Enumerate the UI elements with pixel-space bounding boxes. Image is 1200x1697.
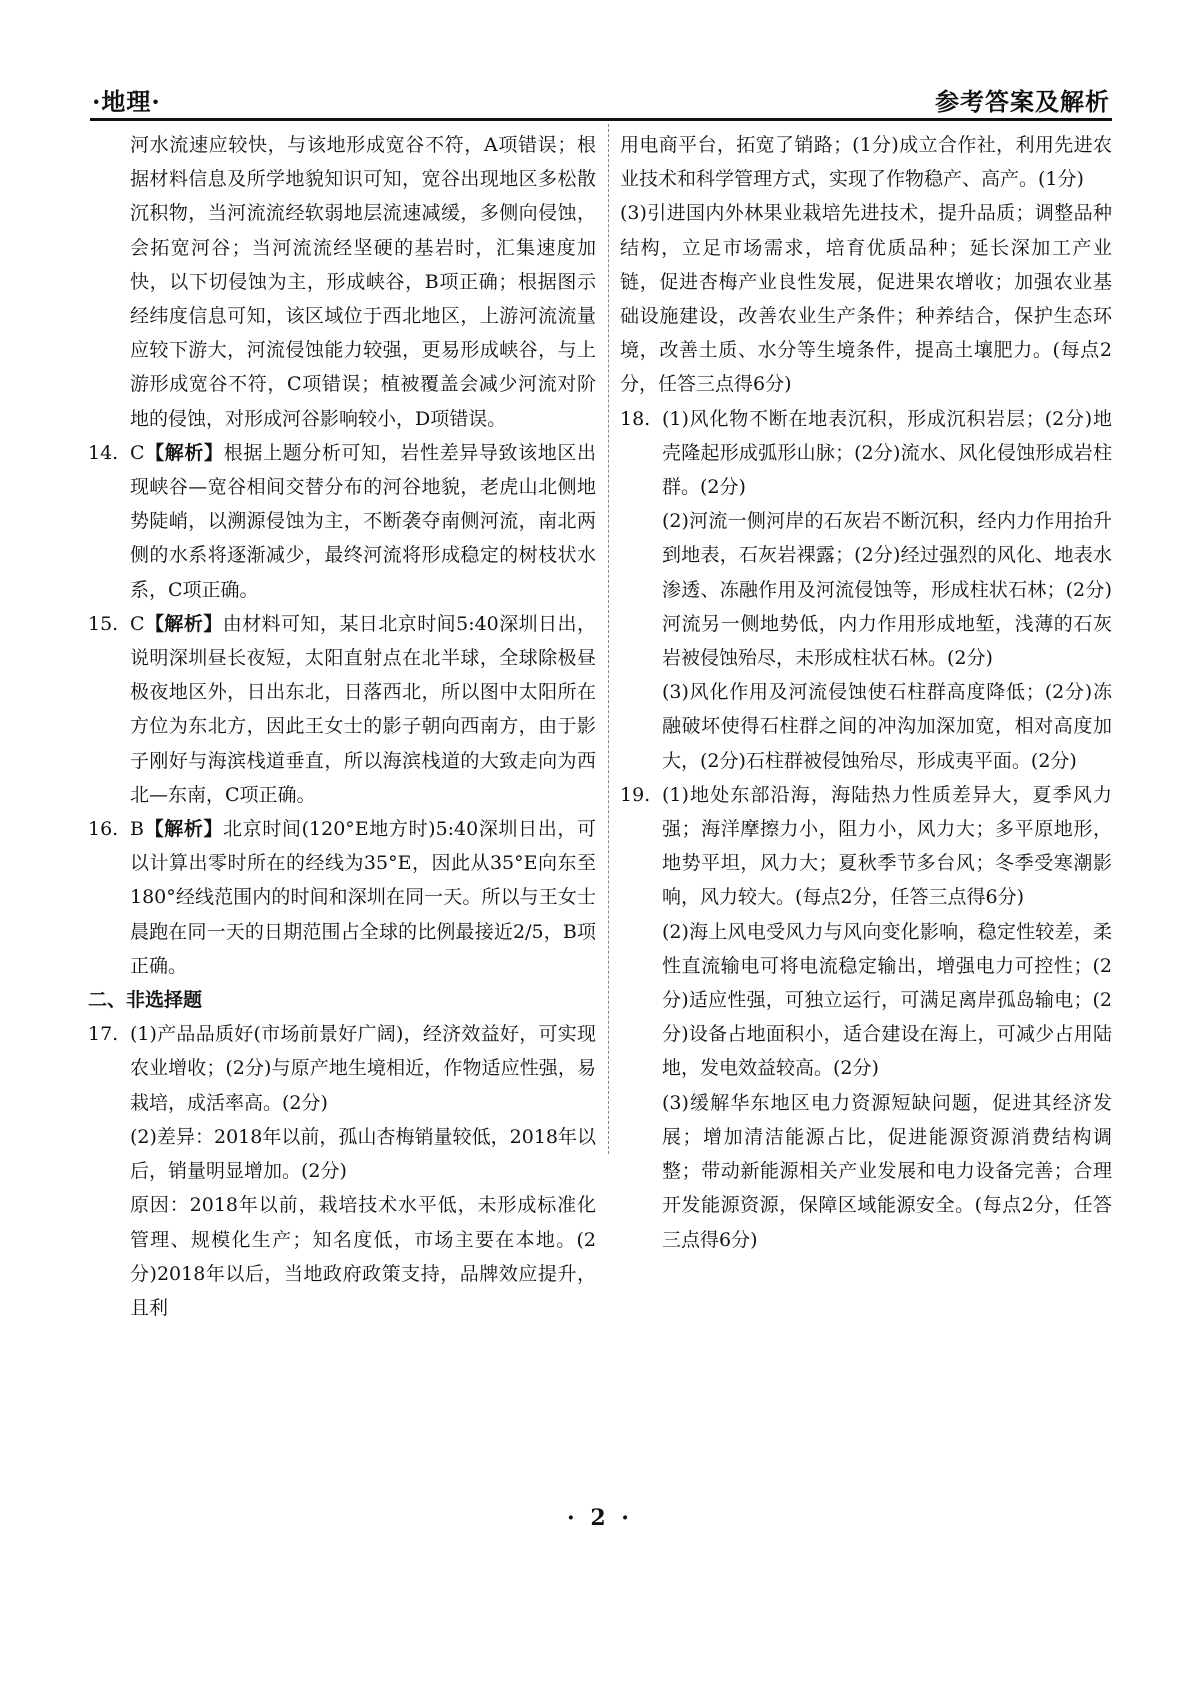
- question-number: 15.: [88, 612, 119, 635]
- question-number: 17.: [88, 1023, 119, 1046]
- answer-part-2: (2)海上风电受风力与风向变化影响，稳定性较差，柔性直流输电可将电流稳定输出，增强电力可控性；(2分)适应性强，可独立运行，可满足离岸孤岛输电；(2分)设备占地面积小，适合建设在海上，可减少占用陆地，发电效益较高。(2分): [662, 920, 1112, 1080]
- analysis-text: 北京时间(120°E地方时)5:40深圳日出，可以计算出零时所在的经线为35°E，因此从35°E向东至180°经线范围内的时间和深圳在同一天。所以与王女士晨跑在同一天的日期范围占全球的比例最接近2/5，B项正确。: [130, 818, 596, 977]
- answer-part-2-reason: 原因：2018年以前，栽培技术水平低，未形成标准化管理、规模化生产；知名度低，市场主要在本地。(2分)2018年以后，当地政府政策支持，品牌效应提升，且利: [130, 1194, 596, 1319]
- question-19: [620, 778, 1112, 915]
- left-column: [88, 128, 596, 1325]
- answer-letter: B: [130, 818, 144, 841]
- answer-letter: C: [130, 441, 145, 464]
- question-18: [620, 402, 1112, 505]
- column-divider: [608, 124, 610, 1154]
- answer-part-3: (3)风化作用及河流侵蚀使石柱群高度降低；(2分)冻融破坏使得石柱群之间的冲沟加深加宽，相对高度加大，(2分)石柱群被侵蚀殆尽，形成夷平面。(2分): [662, 681, 1112, 772]
- subject-label: ·地理·: [92, 87, 161, 116]
- answer-part-3: (3)缓解华东地区电力资源短缺问题，促进其经济发展；增加清洁能源占比，促进能源资源消费结构调整；带动新能源相关产业发展和电力设备完善；合理开发能源资源，保障区域能源安全。(每点2分，任答三点得6分): [662, 1091, 1112, 1251]
- q17-answer-part-3: (3)引进国内外林果业栽培先进技术，提升品质；调整品种结构，立足市场需求，培育优质品种；延长深加工产业链，促进杏梅产业良性发展，促进果农增收；加强农业基础设施建设，改善农业生产条件；种养结合，保护生态环境，改善土质、水分等生境条件，提高土壤肥力。(每点2分，任答三点得6分): [620, 202, 1112, 396]
- question-number: 16.: [88, 818, 119, 841]
- answer-part-1: (1)风化物不断在地表沉积，形成沉积岩层；(2分)地壳隆起形成弧形山脉；(2分)流水、风化侵蚀形成岩柱群。(2分): [662, 407, 1112, 499]
- header-title: 参考答案及解析: [935, 87, 1110, 116]
- answer-part-1: (1)地处东部沿海，海陆热力性质差异大，夏季风力强；海洋摩擦力小，阻力小，风力大；多平原地形，地势平坦，风力大；夏秋季节多台风；冬季受寒潮影响，风力较大。(每点2分，任答三点得6分): [662, 783, 1112, 909]
- question-number: 18.: [620, 407, 651, 430]
- question-number: 19.: [620, 783, 651, 806]
- page-header: [92, 82, 1110, 122]
- answer-part-1: (1)产品品质好(市场前景好广阔)，经济效益好，可实现农业增收；(2分)与原产地生境相近，作物适应性强，易栽培，成活率高。(2分): [130, 1023, 596, 1114]
- question-14: [88, 436, 596, 607]
- answer-part-2: (2)河流一侧河岸的石灰岩不断沉积，经内力作用抬升到地表，石灰岩裸露；(2分)经过强烈的风化、地表水渗透、冻融作用及河流侵蚀等，形成柱状石林；(2分)河流另一侧地势低，内力作用形成地堑，浅薄的石灰岩被侵蚀殆尽，未形成柱状石林。(2分): [662, 510, 1112, 670]
- header-divider: [90, 118, 1112, 121]
- page-number: · 2 ·: [567, 1505, 633, 1531]
- question-15: [88, 607, 596, 812]
- answer-explanation: [130, 812, 596, 983]
- analysis-tag: 【解析】: [144, 612, 223, 635]
- answer-explanation: [130, 436, 596, 607]
- question-16: [88, 812, 596, 983]
- analysis-tag: 【解析】: [143, 818, 224, 841]
- q13-continuation: 河水流速应较快，与该地形成宽谷不符，A项错误；根据材料信息及所学地貌知识可知，宽谷出现地区多松散沉积物，当河流流经软弱地层流速减缓，多侧向侵蚀，会拓宽河谷；当河流流经坚硬的基岩时，汇集速度加快，以下切侵蚀为主，形成峡谷，B项正确；根据图示经纬度信息可知，该区域位于西北地区，上游河流流量应较下游大，河流侵蚀能力较强，更易形成峡谷，与上游形成宽谷不符，C项错误；植被覆盖会减少河流对阶地的侵蚀，对形成河谷影响较小，D项错误。: [130, 134, 596, 430]
- analysis-tag: 【解析】: [144, 441, 224, 464]
- question-number: 14.: [88, 441, 119, 464]
- question-17: [88, 1017, 596, 1120]
- q17-continuation: 用电商平台，拓宽了销路；(1分)成立合作社，利用先进农业技术和科学管理方式，实现了作物稳产、高产。(1分): [620, 134, 1112, 191]
- section-heading: 二、非选择题: [88, 989, 203, 1012]
- answer-letter: C: [130, 612, 145, 635]
- answer-explanation: [130, 607, 596, 812]
- analysis-text: 根据上题分析可知，岩性差异导致该地区出现峡谷—宽谷相间交替分布的河谷地貌，老虎山北侧地势陡峭，以溯源侵蚀为主，不断袭夺南侧河流，南北两侧的水系将逐渐减少，最终河流将形成稳定的树枝状水系，C项正确。: [130, 441, 596, 601]
- analysis-text: 由材料可知，某日北京时间5:40深圳日出，说明深圳昼长夜短，太阳直射点在北半球，全球除极昼极夜地区外，日出东北，日落西北，所以图中太阳所在方位为东北方，因此王女士的影子朝向西南方，由于影子刚好与海滨栈道垂直，所以海滨栈道的大致走向为西北—东南，C项正确。: [130, 612, 596, 806]
- right-column: [620, 128, 1112, 1257]
- answer-part-2: (2)差异：2018年以前，孤山杏梅销量较低，2018年以后，销量明显增加。(2分): [130, 1125, 596, 1183]
